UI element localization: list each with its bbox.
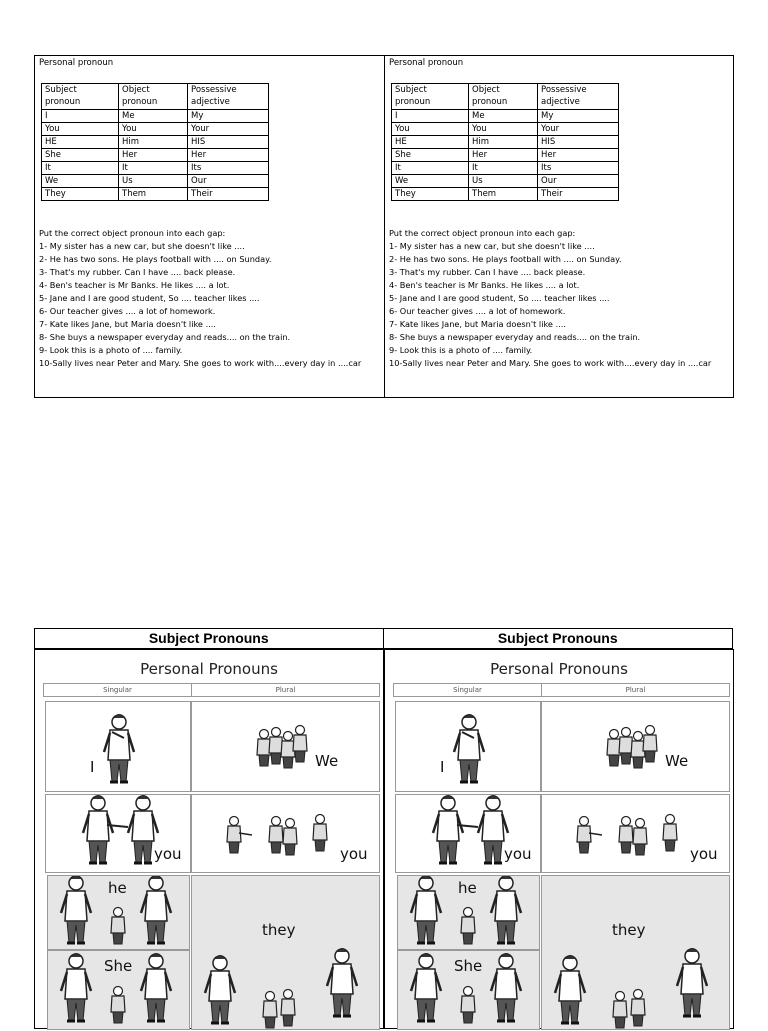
person-pointing-self-illustration — [396, 702, 542, 793]
table-header-row — [42, 84, 269, 110]
table-row — [42, 123, 269, 136]
table-cell: Him — [469, 136, 538, 149]
subject-pronouns-title: Subject Pronouns — [384, 628, 734, 649]
exercise-sentence: 6- Our teacher gives .... a lot of homework. — [39, 306, 216, 316]
people-pointing-at-children-illustration — [192, 876, 381, 1031]
table-row — [42, 188, 269, 201]
exercise-sentence: 3- That's my rubber. Can I have .... back please. — [389, 267, 586, 277]
col-header-subject: Subject pronoun — [392, 84, 469, 110]
exercise-sentence: 8- She buys a newspaper everyday and reads.... on the train. — [39, 332, 291, 342]
exercise-instruction: Put the correct object pronoun into each gap: — [39, 228, 226, 238]
exercise-sentence: 1- My sister has a new car, but she doesn't like .... — [39, 241, 245, 251]
table-cell: You — [392, 123, 469, 136]
word-we: We — [665, 752, 689, 770]
word-she: She — [104, 957, 133, 975]
exercise-sentence: 9- Look this is a photo of .... family. — [39, 345, 183, 355]
exercise-sentence: 7- Kate likes Jane, but Maria doesn't like .... — [39, 319, 216, 329]
label-singular: Singular — [394, 684, 542, 696]
exercise-sentence: 10-Sally lives near Peter and Mary. She goes to work with....every day in ....car — [389, 358, 712, 368]
cell-they — [541, 875, 730, 1030]
table-row — [392, 188, 619, 201]
cell-you-plural — [191, 794, 380, 873]
cell-i — [45, 701, 191, 792]
word-i: I — [440, 758, 445, 776]
exercise-sentence: 8- She buys a newspaper everyday and reads.... on the train. — [389, 332, 641, 342]
word-you-plural: you — [340, 845, 368, 863]
col-header-object: Object pronoun — [119, 84, 188, 110]
exercise-sentence: 9- Look this is a photo of .... family. — [389, 345, 533, 355]
group-of-people-illustration — [542, 702, 731, 793]
exercise-sentence: 7- Kate likes Jane, but Maria doesn't like .... — [389, 319, 566, 329]
col-header-possessive: Possessive adjective — [538, 84, 619, 110]
poster-column-labels — [43, 683, 380, 697]
table-row — [42, 149, 269, 162]
table-row — [42, 110, 269, 123]
table-cell: Him — [119, 136, 188, 149]
word-you-plural: you — [690, 845, 718, 863]
cell-they — [191, 875, 380, 1030]
table-header-row — [392, 84, 619, 110]
table-cell: My — [538, 110, 619, 123]
poster-title: Personal Pronouns — [490, 660, 628, 678]
word-they: they — [262, 921, 296, 939]
pronouns-poster-right — [384, 649, 734, 1029]
exercise — [389, 227, 729, 370]
table-cell: HE — [392, 136, 469, 149]
word-she: She — [454, 957, 483, 975]
exercise-sentence: 2- He has two sons. He plays football with .... on Sunday. — [389, 254, 622, 264]
table-row — [42, 162, 269, 175]
table-cell: Them — [119, 188, 188, 201]
table-cell: It — [42, 162, 119, 175]
table-row — [42, 136, 269, 149]
worksheet-title: Personal pronoun — [39, 58, 114, 68]
exercise-instruction: Put the correct object pronoun into each gap: — [389, 228, 576, 238]
table-cell: It — [469, 162, 538, 175]
cell-you-singular — [45, 794, 191, 873]
word-you-singular: you — [504, 845, 532, 863]
table-cell: Me — [119, 110, 188, 123]
people-pointing-at-children-illustration — [542, 876, 731, 1031]
table-cell: Them — [469, 188, 538, 201]
cell-she — [397, 950, 540, 1030]
table-cell: Its — [188, 162, 269, 175]
table-cell: It — [119, 162, 188, 175]
table-cell: Us — [469, 175, 538, 188]
exercise-sentence: 5- Jane and I are good student, So .... teacher likes .... — [389, 293, 610, 303]
table-cell: HIS — [188, 136, 269, 149]
table-cell: I — [42, 110, 119, 123]
table-cell: Her — [188, 149, 269, 162]
worksheet-title: Personal pronoun — [389, 58, 464, 68]
table-cell: They — [392, 188, 469, 201]
word-they: they — [612, 921, 646, 939]
label-plural: Plural — [275, 686, 296, 694]
table-cell: You — [42, 123, 119, 136]
word-he: he — [458, 879, 477, 897]
pronoun-table — [41, 83, 269, 201]
table-cell: Me — [469, 110, 538, 123]
table-cell: Her — [538, 149, 619, 162]
table-row — [392, 162, 619, 175]
worksheet-copy-right — [384, 56, 733, 397]
table-cell: You — [469, 123, 538, 136]
table-cell: Her — [119, 149, 188, 162]
table-row — [392, 123, 619, 136]
person-pointing-self-illustration — [46, 702, 192, 793]
table-cell: Us — [119, 175, 188, 188]
cell-you-plural — [541, 794, 730, 873]
table-cell: She — [42, 149, 119, 162]
group-of-people-illustration — [192, 702, 381, 793]
table-cell: Their — [188, 188, 269, 201]
exercise-sentence: 4- Ben's teacher is Mr Banks. He likes .... a lot. — [389, 280, 580, 290]
cell-she — [47, 950, 190, 1030]
table-cell: It — [392, 162, 469, 175]
table-row — [392, 110, 619, 123]
worksheet-copy-left — [35, 56, 384, 397]
table-cell: HIS — [538, 136, 619, 149]
worksheet — [34, 55, 734, 398]
exercise — [39, 227, 380, 370]
cell-we — [541, 701, 730, 792]
subject-pronouns-title: Subject Pronouns — [34, 628, 384, 649]
table-cell: She — [392, 149, 469, 162]
table-cell: HE — [42, 136, 119, 149]
exercise-sentence: 10-Sally lives near Peter and Mary. She goes to work with....every day in ....car — [39, 358, 362, 368]
exercise-sentence: 2- He has two sons. He plays football with .... on Sunday. — [39, 254, 272, 264]
exercise-sentence: 1- My sister has a new car, but she doesn't like .... — [389, 241, 595, 251]
cell-he — [397, 875, 540, 950]
table-row — [392, 136, 619, 149]
subject-pronouns-header — [34, 628, 733, 649]
cell-i — [395, 701, 541, 792]
cell-he — [47, 875, 190, 950]
word-we: We — [315, 752, 339, 770]
table-cell: Her — [469, 149, 538, 162]
cell-we — [191, 701, 380, 792]
word-i: I — [90, 758, 95, 776]
table-cell: Your — [538, 123, 619, 136]
exercise-sentence: 6- Our teacher gives .... a lot of homework. — [389, 306, 566, 316]
col-header-subject: Subject pronoun — [42, 84, 119, 110]
exercise-sentence: 3- That's my rubber. Can I have .... back please. — [39, 267, 236, 277]
table-cell: They — [42, 188, 119, 201]
col-header-object: Object pronoun — [469, 84, 538, 110]
table-cell: Your — [188, 123, 269, 136]
table-cell: Their — [538, 188, 619, 201]
table-cell: We — [392, 175, 469, 188]
pronoun-table — [391, 83, 619, 201]
poster-column-labels — [393, 683, 730, 697]
table-cell: I — [392, 110, 469, 123]
table-cell: Its — [538, 162, 619, 175]
pronouns-poster-left — [34, 649, 384, 1029]
table-row — [42, 175, 269, 188]
poster-title: Personal Pronouns — [140, 660, 278, 678]
table-cell: We — [42, 175, 119, 188]
col-header-possessive: Possessive adjective — [188, 84, 269, 110]
label-singular: Singular — [44, 684, 192, 696]
table-cell: My — [188, 110, 269, 123]
word-he: he — [108, 879, 127, 897]
exercise-sentence: 5- Jane and I are good student, So .... teacher likes .... — [39, 293, 260, 303]
table-cell: You — [119, 123, 188, 136]
table-cell: Our — [188, 175, 269, 188]
table-row — [392, 149, 619, 162]
table-cell: Our — [538, 175, 619, 188]
word-you-singular: you — [154, 845, 182, 863]
exercise-sentence: 4- Ben's teacher is Mr Banks. He likes .... a lot. — [39, 280, 230, 290]
table-row — [392, 175, 619, 188]
label-plural: Plural — [625, 686, 646, 694]
cell-you-singular — [395, 794, 541, 873]
